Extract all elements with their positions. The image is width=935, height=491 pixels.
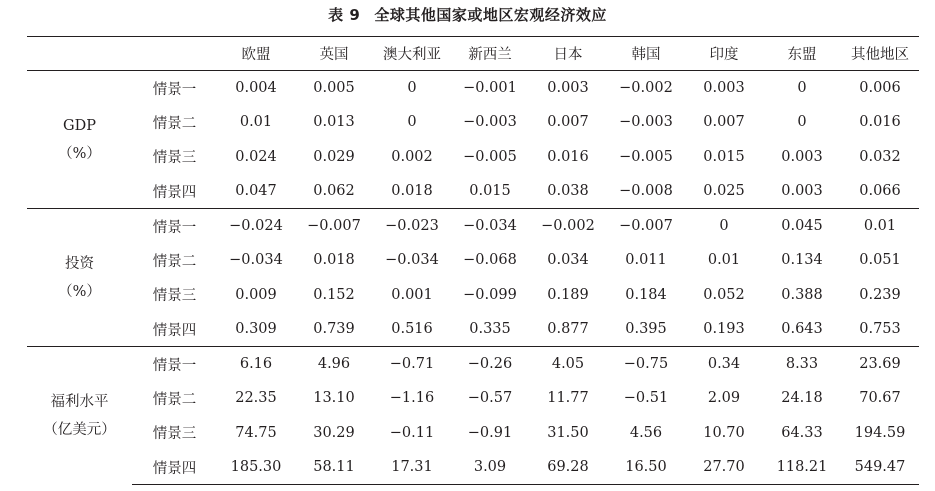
value-cell: 0.152 <box>313 286 355 303</box>
value-cell: 24.18 <box>781 390 823 407</box>
value-cell: −0.007 <box>607 209 685 244</box>
row-group-label-line1: GDP <box>63 117 96 134</box>
value-cell: −0.008 <box>619 183 673 199</box>
column-header: 英国 <box>295 37 373 71</box>
value-cell: 0.309 <box>235 321 277 337</box>
value-cell: 0.01 <box>239 114 273 131</box>
column-header: 澳大利亚 <box>373 37 451 71</box>
value-cell: 0.032 <box>859 148 901 165</box>
value-cell: 0.006 <box>859 80 901 96</box>
value-cell: −0.068 <box>463 252 517 269</box>
value-cell: −0.034 <box>229 252 283 269</box>
scenario-cell: 情景二 <box>152 391 197 408</box>
value-cell: 2.09 <box>707 390 741 407</box>
column-header: 韩国 <box>607 37 685 71</box>
value-cell: 0.016 <box>547 148 589 165</box>
value-cell: −0.005 <box>619 148 673 165</box>
value-cell: 0.643 <box>781 321 823 337</box>
value-cell: 0.003 <box>703 80 745 96</box>
value-cell: 22.35 <box>235 390 277 407</box>
value-cell: 17.31 <box>373 450 451 485</box>
value-cell: 0 <box>685 209 763 244</box>
value-cell: −0.11 <box>389 424 435 441</box>
header-row <box>27 37 919 71</box>
row-group-label-line1: 福利水平 <box>50 393 109 410</box>
table-row <box>27 243 919 278</box>
value-cell: −0.005 <box>463 148 517 165</box>
value-cell: 0.134 <box>781 252 823 269</box>
value-cell: 0.753 <box>859 321 901 337</box>
table-title: 全球其他国家或地区宏观经济效应 <box>374 6 607 24</box>
value-cell: 0.005 <box>313 80 355 96</box>
value-cell: 0.029 <box>313 148 355 165</box>
column-header: 新西兰 <box>451 37 529 71</box>
value-cell: 31.50 <box>547 424 589 441</box>
table-row <box>27 312 919 347</box>
scenario-cell: 情景三 <box>152 150 197 167</box>
value-cell: 0.002 <box>391 148 433 165</box>
row-group-label <box>27 347 132 485</box>
scenario-cell: 情景三 <box>152 288 197 305</box>
value-cell: 0.01 <box>841 209 919 244</box>
value-cell: 549.47 <box>841 450 919 485</box>
value-cell: 0.739 <box>313 321 355 337</box>
value-cell: −0.71 <box>373 347 451 382</box>
value-cell: 0.018 <box>313 252 355 269</box>
value-cell: 0.004 <box>235 80 277 96</box>
value-cell: 16.50 <box>607 450 685 485</box>
value-cell: 0.193 <box>703 321 745 337</box>
value-cell: −0.024 <box>217 209 295 244</box>
value-cell: 194.59 <box>854 424 906 441</box>
value-cell: 0.007 <box>703 114 745 131</box>
value-cell: 10.70 <box>703 424 745 441</box>
value-cell: 8.33 <box>763 347 841 382</box>
value-cell: 0.062 <box>313 183 355 199</box>
table-header <box>27 37 919 71</box>
value-cell: −0.023 <box>373 209 451 244</box>
value-cell: 0.038 <box>547 183 589 199</box>
value-cell: 0.34 <box>685 347 763 382</box>
row-group-label <box>27 209 132 347</box>
value-cell: 0.007 <box>547 114 589 131</box>
value-cell: 0.015 <box>469 183 511 199</box>
value-cell: 0.025 <box>703 183 745 199</box>
table-row <box>27 347 919 382</box>
table-row <box>27 140 919 175</box>
value-cell: 74.75 <box>235 424 277 441</box>
value-cell: −0.007 <box>295 209 373 244</box>
value-cell: −1.16 <box>389 390 435 407</box>
column-header: 欧盟 <box>217 37 295 71</box>
table-row <box>27 416 919 451</box>
value-cell: 4.05 <box>529 347 607 382</box>
table-row <box>27 381 919 416</box>
value-cell: 0 <box>797 114 807 131</box>
value-cell: −0.001 <box>463 80 517 96</box>
scenario-cell: 情景一 <box>132 347 217 382</box>
table-row <box>27 450 919 485</box>
value-cell: 0.052 <box>703 286 745 303</box>
value-cell: 4.96 <box>295 347 373 382</box>
value-cell: 0.034 <box>547 252 589 269</box>
value-cell: 0.024 <box>235 148 277 165</box>
value-cell: 0.877 <box>547 321 589 337</box>
value-cell: 0.016 <box>859 114 901 131</box>
column-header: 东盟 <box>763 37 841 71</box>
value-cell: 0 <box>407 80 417 96</box>
value-cell: 0.189 <box>547 286 589 303</box>
value-cell: 0.011 <box>625 252 667 269</box>
column-header: 日本 <box>529 37 607 71</box>
scenario-cell: 情景四 <box>152 322 197 339</box>
table-row <box>27 174 919 209</box>
value-cell: −0.099 <box>463 286 517 303</box>
value-cell: 0 <box>407 114 417 131</box>
value-cell: 30.29 <box>313 424 355 441</box>
value-cell: 11.77 <box>547 390 589 407</box>
row-group-label <box>27 71 132 209</box>
header-blank-cell <box>132 37 217 71</box>
value-cell: −0.034 <box>385 252 439 269</box>
value-cell: 0.001 <box>391 286 433 303</box>
value-cell: 23.69 <box>841 347 919 382</box>
value-cell: 0.335 <box>469 321 511 337</box>
value-cell: −0.034 <box>451 209 529 244</box>
table-group <box>27 71 919 209</box>
header-blank-cell <box>27 37 132 71</box>
value-cell: 0.015 <box>703 148 745 165</box>
value-cell: 0.018 <box>391 183 433 199</box>
value-cell: 0.01 <box>707 252 741 269</box>
value-cell: 0.066 <box>859 183 901 199</box>
table-row <box>27 209 919 244</box>
value-cell: 0.003 <box>781 148 823 165</box>
value-cell: 0.013 <box>313 114 355 131</box>
scenario-cell: 情景四 <box>132 450 217 485</box>
value-cell: −0.51 <box>623 390 669 407</box>
value-cell: 0.045 <box>763 209 841 244</box>
value-cell: −0.002 <box>619 80 673 96</box>
row-group-label-line2: （亿美元） <box>43 421 116 438</box>
value-cell: −0.26 <box>451 347 529 382</box>
value-cell: −0.002 <box>529 209 607 244</box>
table-group <box>27 347 919 485</box>
row-group-label-line2: （%） <box>58 145 101 162</box>
value-cell: 0.395 <box>625 321 667 337</box>
value-cell: 3.09 <box>451 450 529 485</box>
value-cell: −0.75 <box>607 347 685 382</box>
value-cell: 69.28 <box>529 450 607 485</box>
column-header: 印度 <box>685 37 763 71</box>
table-group <box>27 209 919 347</box>
value-cell: 118.21 <box>763 450 841 485</box>
scenario-cell: 情景二 <box>152 115 197 132</box>
value-cell: −0.91 <box>467 424 513 441</box>
value-cell: 0.003 <box>781 183 823 199</box>
value-cell: 0.009 <box>235 286 277 303</box>
value-cell: 0.239 <box>859 286 901 303</box>
row-group-label-line2: （%） <box>58 283 101 300</box>
value-cell: 0.184 <box>625 286 667 303</box>
value-cell: 64.33 <box>781 424 823 441</box>
value-cell: −0.003 <box>619 114 673 131</box>
table-row <box>27 105 919 140</box>
scenario-cell: 情景一 <box>132 209 217 244</box>
value-cell: 0.388 <box>781 286 823 303</box>
value-cell: 0.003 <box>547 80 589 96</box>
scenario-cell: 情景二 <box>152 253 197 270</box>
value-cell: 185.30 <box>217 450 295 485</box>
value-cell: −0.57 <box>467 390 513 407</box>
table-number: 表 9 <box>328 6 361 24</box>
table-caption <box>0 4 935 25</box>
value-cell: 0.051 <box>859 252 901 269</box>
value-cell: 0.516 <box>391 321 433 337</box>
column-header: 其他地区 <box>841 37 919 71</box>
value-cell: 0.047 <box>235 183 277 199</box>
scenario-cell: 情景一 <box>152 81 197 98</box>
scenario-cell: 情景三 <box>152 426 197 443</box>
value-cell: 13.10 <box>313 390 355 407</box>
table-row <box>27 278 919 313</box>
value-cell: 58.11 <box>295 450 373 485</box>
value-cell: 4.56 <box>629 424 663 441</box>
row-group-label-line1: 投资 <box>65 255 94 272</box>
scenario-cell: 情景四 <box>152 184 197 201</box>
value-cell: 70.67 <box>859 390 901 407</box>
data-table <box>27 36 919 485</box>
value-cell: 6.16 <box>217 347 295 382</box>
value-cell: 0 <box>797 80 807 96</box>
value-cell: 27.70 <box>685 450 763 485</box>
table-row <box>27 71 919 106</box>
value-cell: −0.003 <box>463 114 517 131</box>
